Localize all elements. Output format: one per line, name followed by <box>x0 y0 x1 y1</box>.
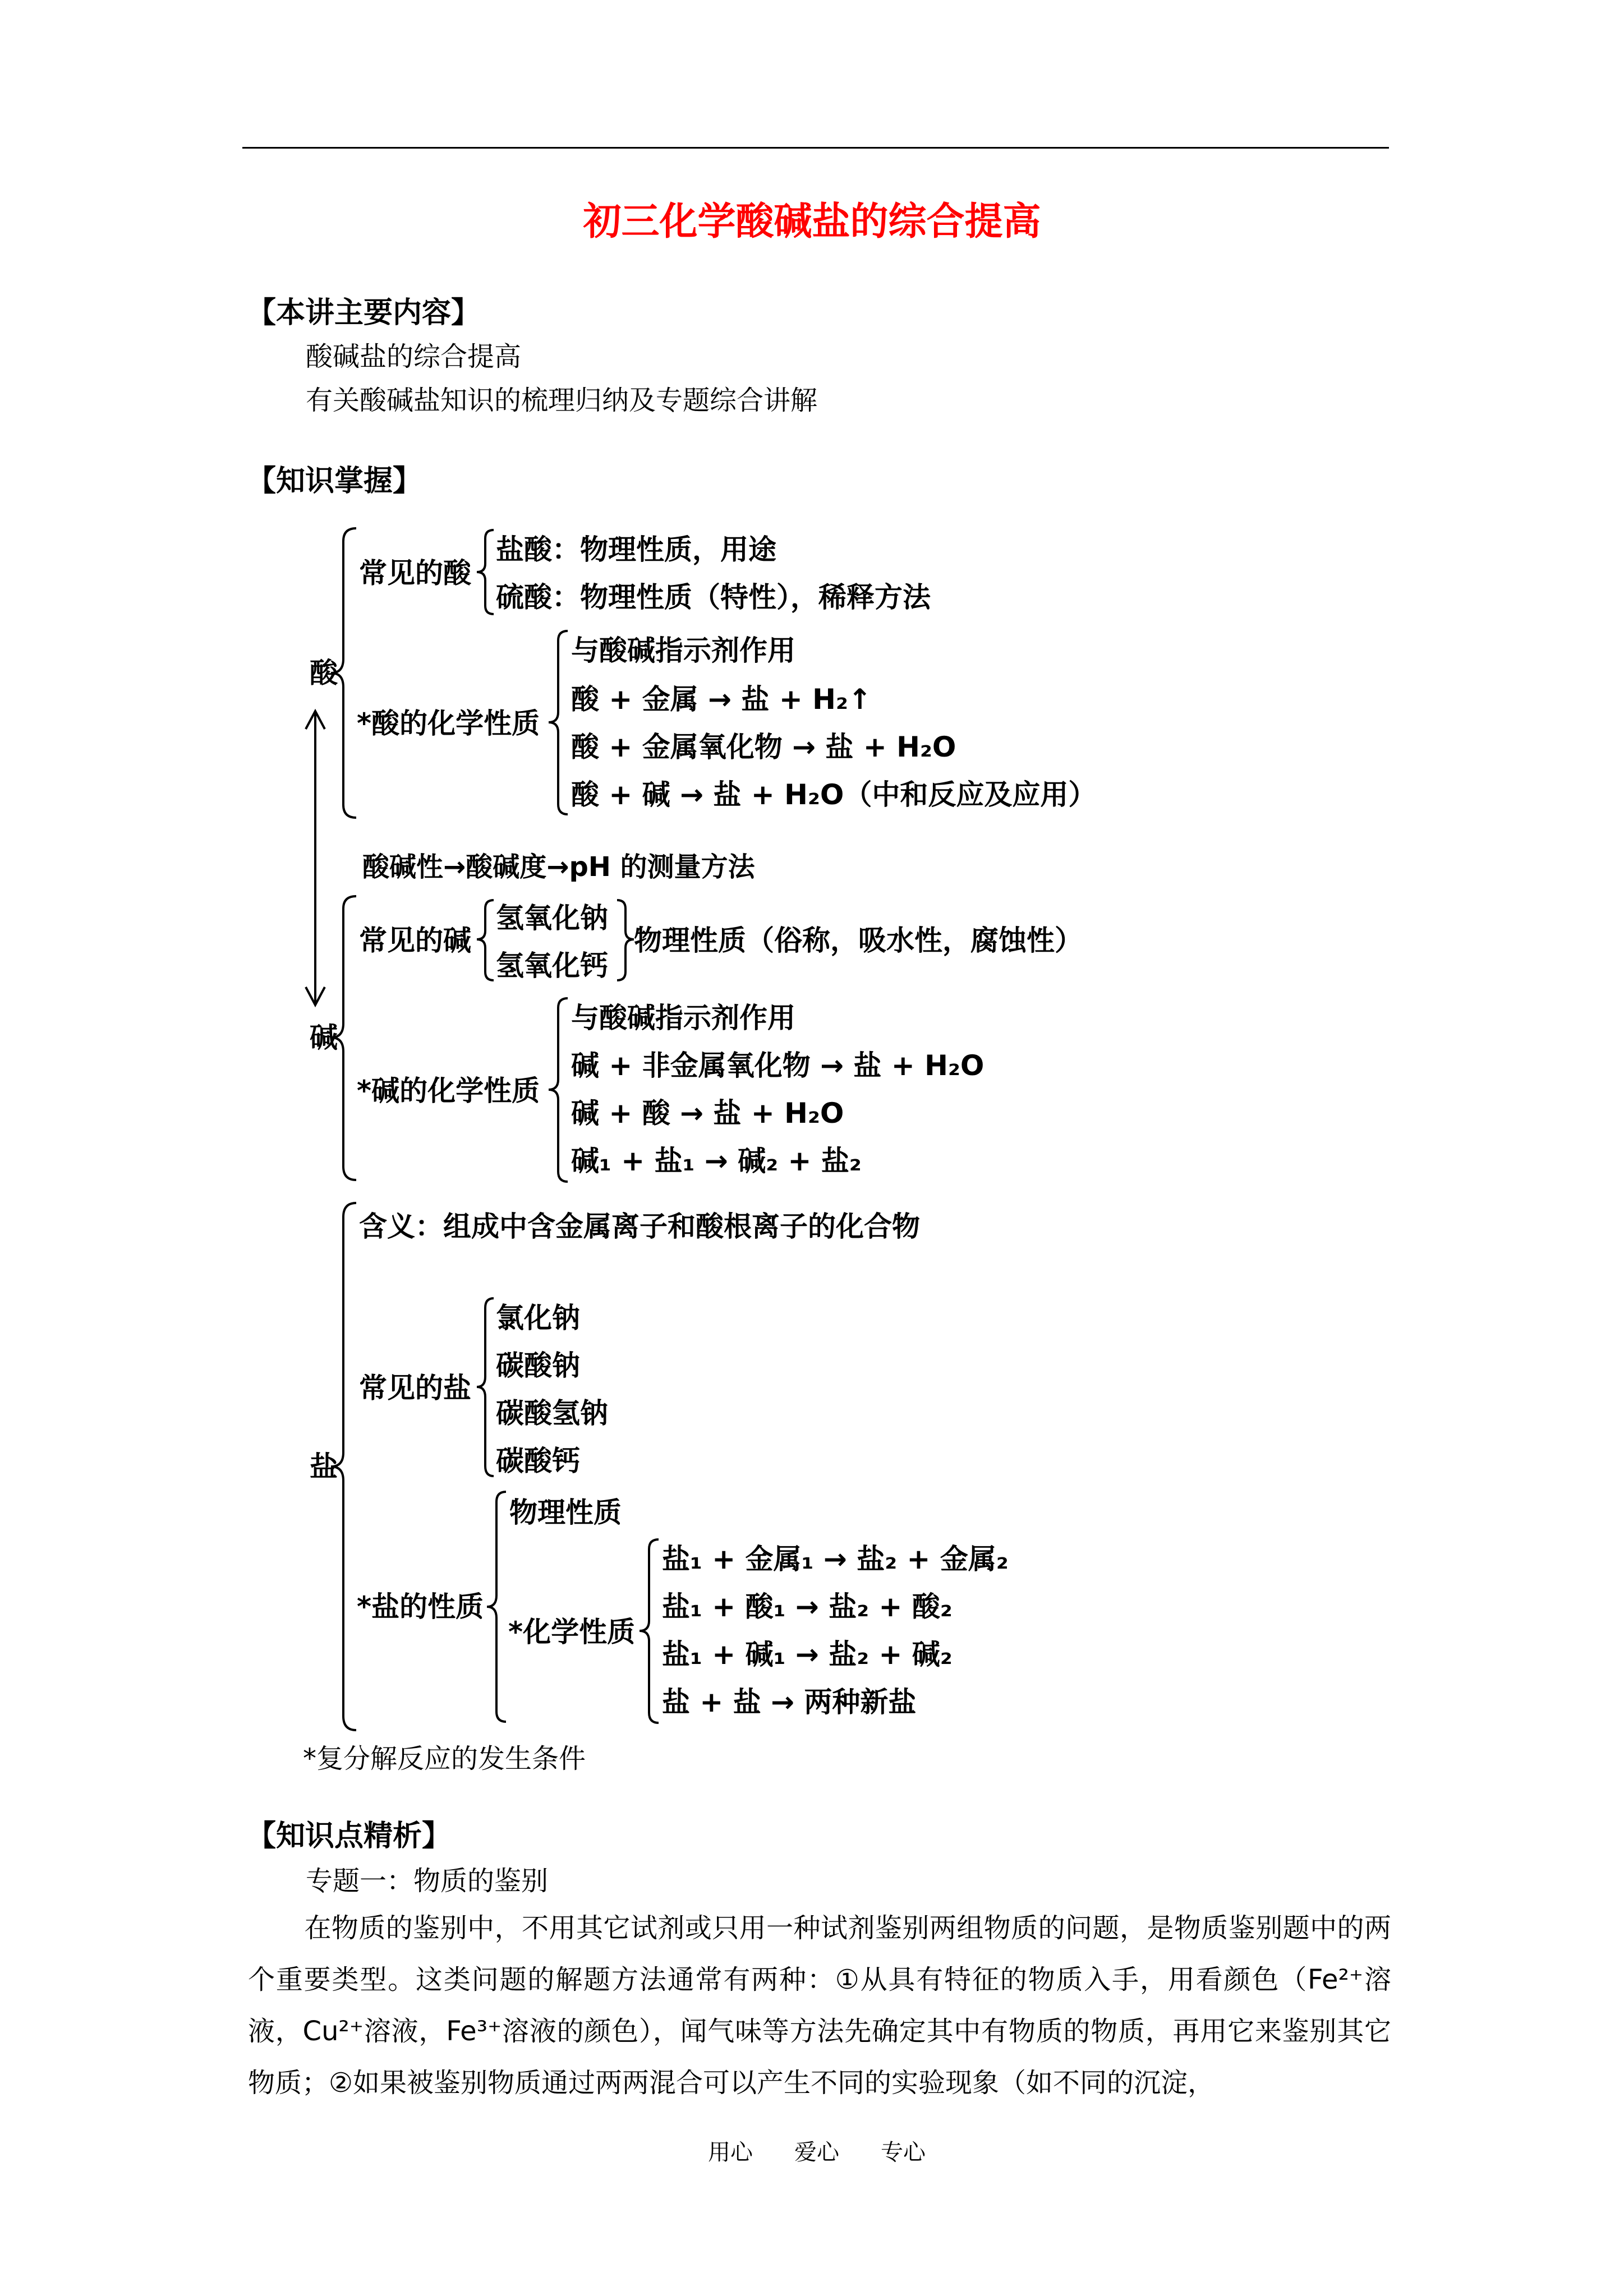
salt-brace <box>331 1203 356 1730</box>
salt-common-item: 碳酸氢钠 <box>496 1397 608 1430</box>
salt-prop-brace <box>487 1492 506 1722</box>
base-common-right-brace <box>617 900 634 980</box>
base-common-property: 物理性质（俗称，吸水性，腐蚀性） <box>634 924 1083 957</box>
acid-chem-brace <box>549 631 568 814</box>
section-heading-main: 【本讲主要内容】 <box>247 296 481 330</box>
salt-chem-brace <box>640 1539 659 1723</box>
base-chem-label: *碱的化学性质 <box>357 1075 540 1107</box>
acid-chem-item: 酸 + 碱 → 盐 + H₂O（中和反应及应用） <box>571 778 1097 811</box>
acid-common-item: 硫酸：物理性质（特性），稀释方法 <box>496 581 931 614</box>
salt-common-item: 碳酸钙 <box>496 1445 580 1477</box>
acid-common-label: 常见的酸 <box>359 557 471 589</box>
base-common-item: 氢氧化钠 <box>496 902 608 934</box>
salt-meaning: 含义：组成中含金属离子和酸根离子的化合物 <box>359 1210 920 1243</box>
acid-brace <box>331 528 356 818</box>
acid-label: 酸 <box>310 657 338 689</box>
base-chem-item: 碱₁ + 盐₁ → 碱₂ + 盐₂ <box>571 1145 862 1177</box>
main-line-2: 有关酸碱盐知识的梳理归纳及专题综合讲解 <box>306 385 818 416</box>
salt-chem-item: 盐₁ + 金属₁ → 盐₂ + 金属₂ <box>662 1543 1009 1575</box>
base-common-brace <box>477 900 494 980</box>
base-chem-brace <box>549 998 568 1182</box>
footer-item: 爱心 <box>794 2140 839 2165</box>
base-chem-item: 与酸碱指示剂作用 <box>571 1002 795 1034</box>
salt-common-brace <box>477 1298 494 1476</box>
base-chem-item: 碱 + 非金属氧化物 → 盐 + H₂O <box>571 1049 984 1082</box>
salt-chem-item: 盐₁ + 酸₁ → 盐₂ + 酸₂ <box>662 1590 953 1623</box>
salt-chem-item: 盐 + 盐 → 两种新盐 <box>662 1686 917 1718</box>
base-chem-item: 碱 + 酸 → 盐 + H₂O <box>571 1097 844 1129</box>
ph-line: 酸碱性→酸碱度→pH 的测量方法 <box>362 851 755 883</box>
salt-common-item: 氯化钠 <box>496 1302 580 1334</box>
topic-line: 专题一：物质的鉴别 <box>306 1865 549 1897</box>
salt-label: 盐 <box>310 1450 338 1483</box>
base-brace <box>331 896 356 1180</box>
salt-prop-label: *盐的性质 <box>357 1590 484 1623</box>
double-decomposition-note: *复分解反应的发生条件 <box>303 1743 586 1774</box>
footer-item: 用心 <box>708 2140 753 2165</box>
base-label: 碱 <box>310 1021 338 1054</box>
section-heading-knowledge: 【知识掌握】 <box>247 464 422 498</box>
salt-common-item: 碳酸钠 <box>496 1349 580 1382</box>
base-common-item: 氢氧化钙 <box>496 949 608 982</box>
footer-item: 专心 <box>881 2140 926 2165</box>
acid-chem-label: *酸的化学性质 <box>357 707 540 740</box>
acid-common-item: 盐酸：物理性质，用途 <box>496 533 776 566</box>
base-common-label: 常见的碱 <box>359 924 471 957</box>
section-heading-points: 【知识点精析】 <box>247 1819 452 1853</box>
acid-chem-item: 酸 + 金属 → 盐 + H₂↑ <box>571 683 872 716</box>
main-line-1: 酸碱盐的综合提高 <box>306 341 522 372</box>
salt-chem-label: *化学性质 <box>508 1616 636 1648</box>
acid-chem-item: 与酸碱指示剂作用 <box>571 634 795 667</box>
acid-common-brace <box>477 530 494 614</box>
salt-physical: 物理性质 <box>509 1496 622 1529</box>
topic-paragraph <box>248 1902 1391 2109</box>
page-title: 初三化学酸碱盐的综合提高 <box>583 200 1041 244</box>
salt-common-label: 常见的盐 <box>359 1372 471 1404</box>
topic-paragraph-text: 在物质的鉴别中，不用其它试剂或只用一种试剂鉴别两组物质的问题，是物质鉴别题中的两个重要类型。这类问题的解题方法通常有两种：①从具有特征的物质入手，用看颜色（Fe²⁺溶液，Cu²⁺溶液，Fe³⁺溶液的颜色），闻气味等方法先确定其中有物质的物质，再用它来鉴别其它物质；②如果被鉴别物质通过两两混合可以产生不同的实验现象（如不同的沉淀， <box>248 1912 1391 2099</box>
salt-chem-item: 盐₁ + 碱₁ → 盐₂ + 碱₂ <box>662 1638 953 1671</box>
acid-chem-item: 酸 + 金属氧化物 → 盐 + H₂O <box>571 731 956 763</box>
